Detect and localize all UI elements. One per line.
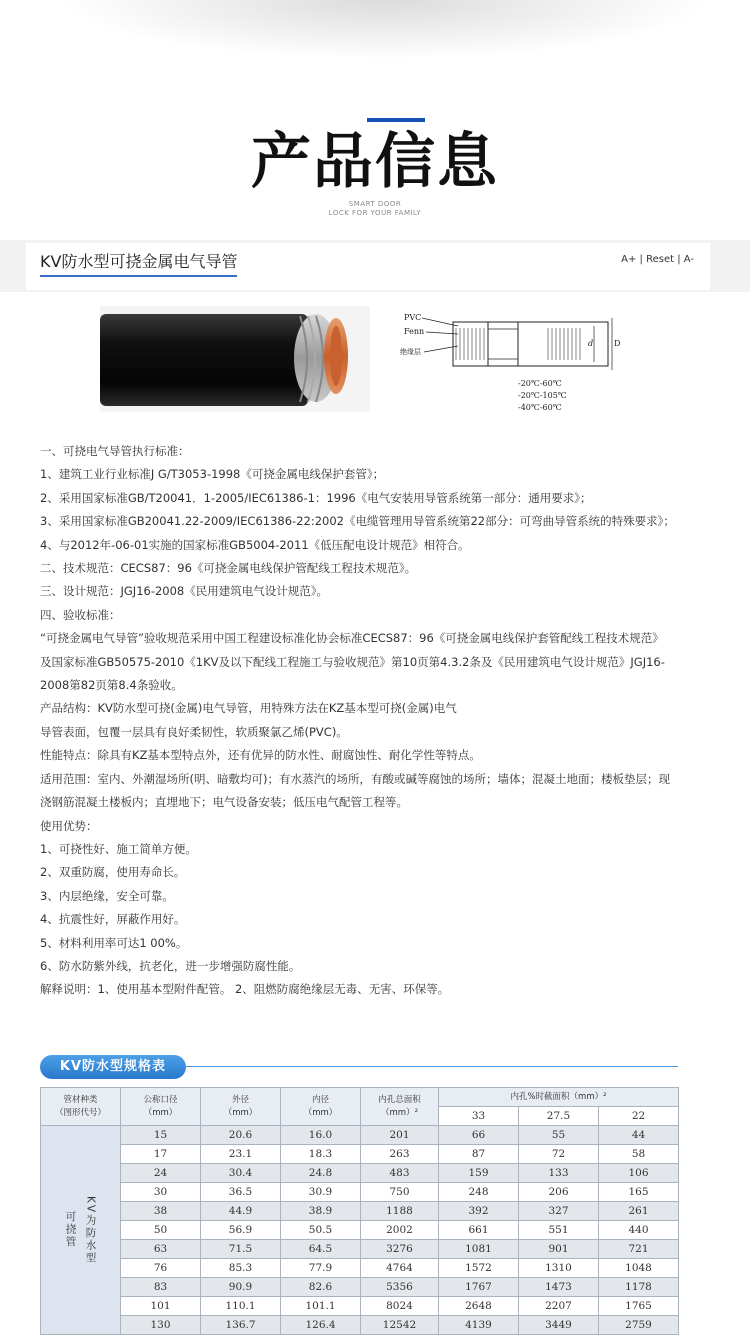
spec-label-rule (186, 1066, 678, 1067)
table-cell: 136.7 (201, 1316, 281, 1335)
table-cell: 23.1 (201, 1145, 281, 1164)
table-cell: 661 (439, 1221, 519, 1240)
temp-range-3: -40℃-60℃ (518, 403, 562, 412)
diagram-label-fenn: Fenn (404, 327, 425, 336)
table-cell: 63 (121, 1240, 201, 1259)
table-cell: 133 (519, 1164, 599, 1183)
table-cell: 1765 (599, 1297, 679, 1316)
content-line: 使用优势： (40, 818, 98, 833)
separator: | (674, 254, 684, 265)
product-photo (100, 306, 370, 412)
content-line: 3、采用国家标准GB20041.22-2009/IEC61386-22:2002《电缆管理用导管系统第22部分：可弯曲导管系统的特殊要求》； (40, 514, 675, 529)
title-accent-bar (367, 118, 425, 122)
table-row (41, 1278, 679, 1297)
table-cell: 1572 (439, 1259, 519, 1278)
content-line: 导管表面，包覆一层具有良好柔韧性，软质聚氯乙烯(PVC)。 (40, 724, 348, 739)
table-cell: 130 (121, 1316, 201, 1335)
table-cell: 1473 (519, 1278, 599, 1297)
table-cell: 12542 (361, 1316, 439, 1335)
spec-table-label: KV防水型规格表 (40, 1055, 186, 1079)
table-cell: 2002 (361, 1221, 439, 1240)
header-outer-diameter: 外径 （mm） (201, 1088, 281, 1126)
content-line: 4、抗震性好，屏蔽作用好。 (40, 912, 186, 927)
table-cell: 3276 (361, 1240, 439, 1259)
spec-table (40, 1087, 679, 1335)
table-cell: 90.9 (201, 1278, 281, 1297)
table-cell: 20.6 (201, 1126, 281, 1145)
table-cell: 106 (599, 1164, 679, 1183)
table-cell: 101.1 (281, 1297, 361, 1316)
table-cell: 1178 (599, 1278, 679, 1297)
table-cell: 392 (439, 1202, 519, 1221)
content-line: “可挠金属电气导管”验收规范采用中国工程建设标准化协会标准CECS87：96《可挠金属电线保护套管配线工程技术规范》 (40, 631, 664, 646)
temp-range-1: -20℃-60℃ (518, 379, 562, 388)
table-cell: 24 (121, 1164, 201, 1183)
table-cell: 38.9 (281, 1202, 361, 1221)
type-group-right: KV为防水型 (84, 1195, 97, 1265)
table-cell: 110.1 (201, 1297, 281, 1316)
table-cell: 206 (519, 1183, 599, 1202)
content-line: 适用范围：室内、外潮湿场所(明、暗敷均可)；有水蒸汽的场所，有酸或碱等腐蚀的场所；墙体；混凝土地面；楼板垫层；现 (40, 771, 670, 786)
table-row (41, 1202, 679, 1221)
table-row (41, 1240, 679, 1259)
conduit-image (100, 306, 370, 412)
table-cell: 2648 (439, 1297, 519, 1316)
table-cell: 56.9 (201, 1221, 281, 1240)
table-cell: 24.8 (281, 1164, 361, 1183)
table-cell: 4139 (439, 1316, 519, 1335)
diagram-drawing (398, 306, 628, 418)
table-cell: 8024 (361, 1297, 439, 1316)
header-inner-diameter: 内径 （mm） (281, 1088, 361, 1126)
table-row (41, 1183, 679, 1202)
table-cell: 44 (599, 1126, 679, 1145)
table-row (41, 1297, 679, 1316)
article-title: KV防水型可挠金属电气导管 (40, 249, 237, 277)
table-cell: 50.5 (281, 1221, 361, 1240)
table-cell: 2207 (519, 1297, 599, 1316)
header-pct-27-5: 27.5 (519, 1107, 599, 1126)
content-line: 6、防水防紫外线，抗老化，进一步增强防腐性能。 (40, 958, 301, 973)
table-cell: 1310 (519, 1259, 599, 1278)
content-line: 三、设计规范：JGJ16-2008《民用建筑电气设计规范》。 (40, 584, 328, 599)
table-cell: 5356 (361, 1278, 439, 1297)
article-header (26, 243, 710, 290)
content-line: 四、验收标准： (40, 607, 121, 622)
table-cell: 551 (519, 1221, 599, 1240)
type-group-left: 可挠管 (64, 1211, 77, 1249)
subtitle-line-1: SMART DOOR (348, 200, 402, 208)
content-line: 及国家标准GB50575-2010《1KV及以下配线工程施工与验收规范》第10页第4.3.2条及《民用建筑电气设计规范》JGJ16- (40, 654, 665, 669)
table-cell: 248 (439, 1183, 519, 1202)
table-cell: 159 (439, 1164, 519, 1183)
font-reset-button[interactable]: Reset (646, 254, 675, 265)
table-cell: 87 (439, 1145, 519, 1164)
table-cell: 55 (519, 1126, 599, 1145)
table-cell: 327 (519, 1202, 599, 1221)
content-line: 二、技术规范：CECS87：96《可挠金属电线保护管配线工程技术规范》。 (40, 561, 417, 576)
subtitle-line-2: LOCK FOR YOUR FAMILY (328, 209, 422, 217)
content-line: 2008第82页第8.4条验收。 (40, 678, 183, 693)
table-row (41, 1164, 679, 1183)
table-cell: 38 (121, 1202, 201, 1221)
content-line: 4、与2012年-06-01实施的国家标准GB5004-2011《低压配电设计规范》相符合。 (40, 537, 470, 552)
table-cell: 263 (361, 1145, 439, 1164)
content-line: 2、双重防腐，使用寿命长。 (40, 865, 186, 880)
type-group-cell (41, 1126, 121, 1335)
content-line: 5、材料利用率可达1 00%。 (40, 935, 188, 950)
header-nominal: 公称口径 （mm） (121, 1088, 201, 1126)
table-cell: 1767 (439, 1278, 519, 1297)
table-cell: 1048 (599, 1259, 679, 1278)
content-line: 解释说明：1、使用基本型附件配管。 2、阻燃防腐绝缘层无毒、无害、环保等。 (40, 982, 450, 997)
content-line: 产品结构：KV防水型可挠(金属)电气导管，用特殊方法在KZ基本型可挠(金属)电气 (40, 701, 457, 716)
table-row (41, 1126, 679, 1145)
cross-section-diagram (398, 306, 628, 418)
table-cell: 82.6 (281, 1278, 361, 1297)
separator: | (636, 254, 647, 265)
table-cell: 750 (361, 1183, 439, 1202)
content-line: 2、采用国家标准GB/T20041．1-2005/IEC61386-1：1996《电气安装用导管系统第一部分：通用要求》； (40, 490, 592, 505)
diagram-label-insulation: 绝缘层 (400, 348, 421, 356)
top-shadow (60, 0, 710, 60)
table-cell: 66 (439, 1126, 519, 1145)
table-cell: 18.3 (281, 1145, 361, 1164)
table-cell: 77.9 (281, 1259, 361, 1278)
table-cell: 30.4 (201, 1164, 281, 1183)
table-cell: 2759 (599, 1316, 679, 1335)
table-row (41, 1259, 679, 1278)
content-line: 一、可挠电气导管执行标准： (40, 444, 190, 458)
font-increase-button[interactable]: A+ (621, 254, 637, 265)
article-body (40, 440, 720, 1002)
table-cell: 126.4 (281, 1316, 361, 1335)
content-line: 3、内层绝缘，安全可靠。 (40, 888, 174, 903)
font-size-controls (621, 254, 694, 265)
header-area-percent: 内孔%时截面积（mm）² (439, 1088, 679, 1107)
table-cell: 76 (121, 1259, 201, 1278)
table-cell: 58 (599, 1145, 679, 1164)
font-decrease-button[interactable]: A- (683, 254, 694, 265)
table-cell: 4764 (361, 1259, 439, 1278)
table-cell: 17 (121, 1145, 201, 1164)
table-cell: 3449 (519, 1316, 599, 1335)
table-cell: 165 (599, 1183, 679, 1202)
table-row (41, 1221, 679, 1240)
header-type: 管材种类 （图形代号） (41, 1088, 121, 1126)
table-cell: 483 (361, 1164, 439, 1183)
table-cell: 440 (599, 1221, 679, 1240)
table-cell: 50 (121, 1221, 201, 1240)
table-cell: 721 (599, 1240, 679, 1259)
diagram-label-pvc: PVC (404, 313, 422, 322)
table-cell: 72 (519, 1145, 599, 1164)
table-cell: 83 (121, 1278, 201, 1297)
header-total-area: 内孔总面积 （mm）² (361, 1088, 439, 1126)
table-cell: 901 (519, 1240, 599, 1259)
dim-D: D (614, 339, 621, 348)
table-cell: 44.9 (201, 1202, 281, 1221)
header-pct-22: 22 (599, 1107, 679, 1126)
table-row (41, 1145, 679, 1164)
dim-d: d (588, 339, 594, 348)
table-cell: 71.5 (201, 1240, 281, 1259)
table-cell: 30 (121, 1183, 201, 1202)
content-line: 1、可挠性好、施工简单方便。 (40, 841, 197, 856)
table-cell: 261 (599, 1202, 679, 1221)
table-cell: 16.0 (281, 1126, 361, 1145)
table-cell: 36.5 (201, 1183, 281, 1202)
table-row (41, 1316, 679, 1335)
table-cell: 64.5 (281, 1240, 361, 1259)
content-line: 1、建筑工业行业标准J G/T3053-1998《可挠金属电线保护套管》； (40, 467, 385, 482)
table-cell: 15 (121, 1126, 201, 1145)
header-pct-33: 33 (439, 1107, 519, 1126)
content-line: 性能特点：除具有KZ基本型特点外，还有优异的防水性、耐腐蚀性、耐化学性等特点。 (40, 748, 481, 763)
content-line: 浇钢筋混凝土楼板内；直埋地下；电气设备安装；低压电气配管工程等。 (40, 795, 408, 810)
table-cell: 85.3 (201, 1259, 281, 1278)
table-cell: 1081 (439, 1240, 519, 1259)
table-cell: 1188 (361, 1202, 439, 1221)
table-cell: 30.9 (281, 1183, 361, 1202)
table-cell: 201 (361, 1126, 439, 1145)
table-cell: 101 (121, 1297, 201, 1316)
page-title: 产品信息 (251, 127, 499, 197)
temp-range-2: -20℃-105℃ (518, 391, 567, 400)
